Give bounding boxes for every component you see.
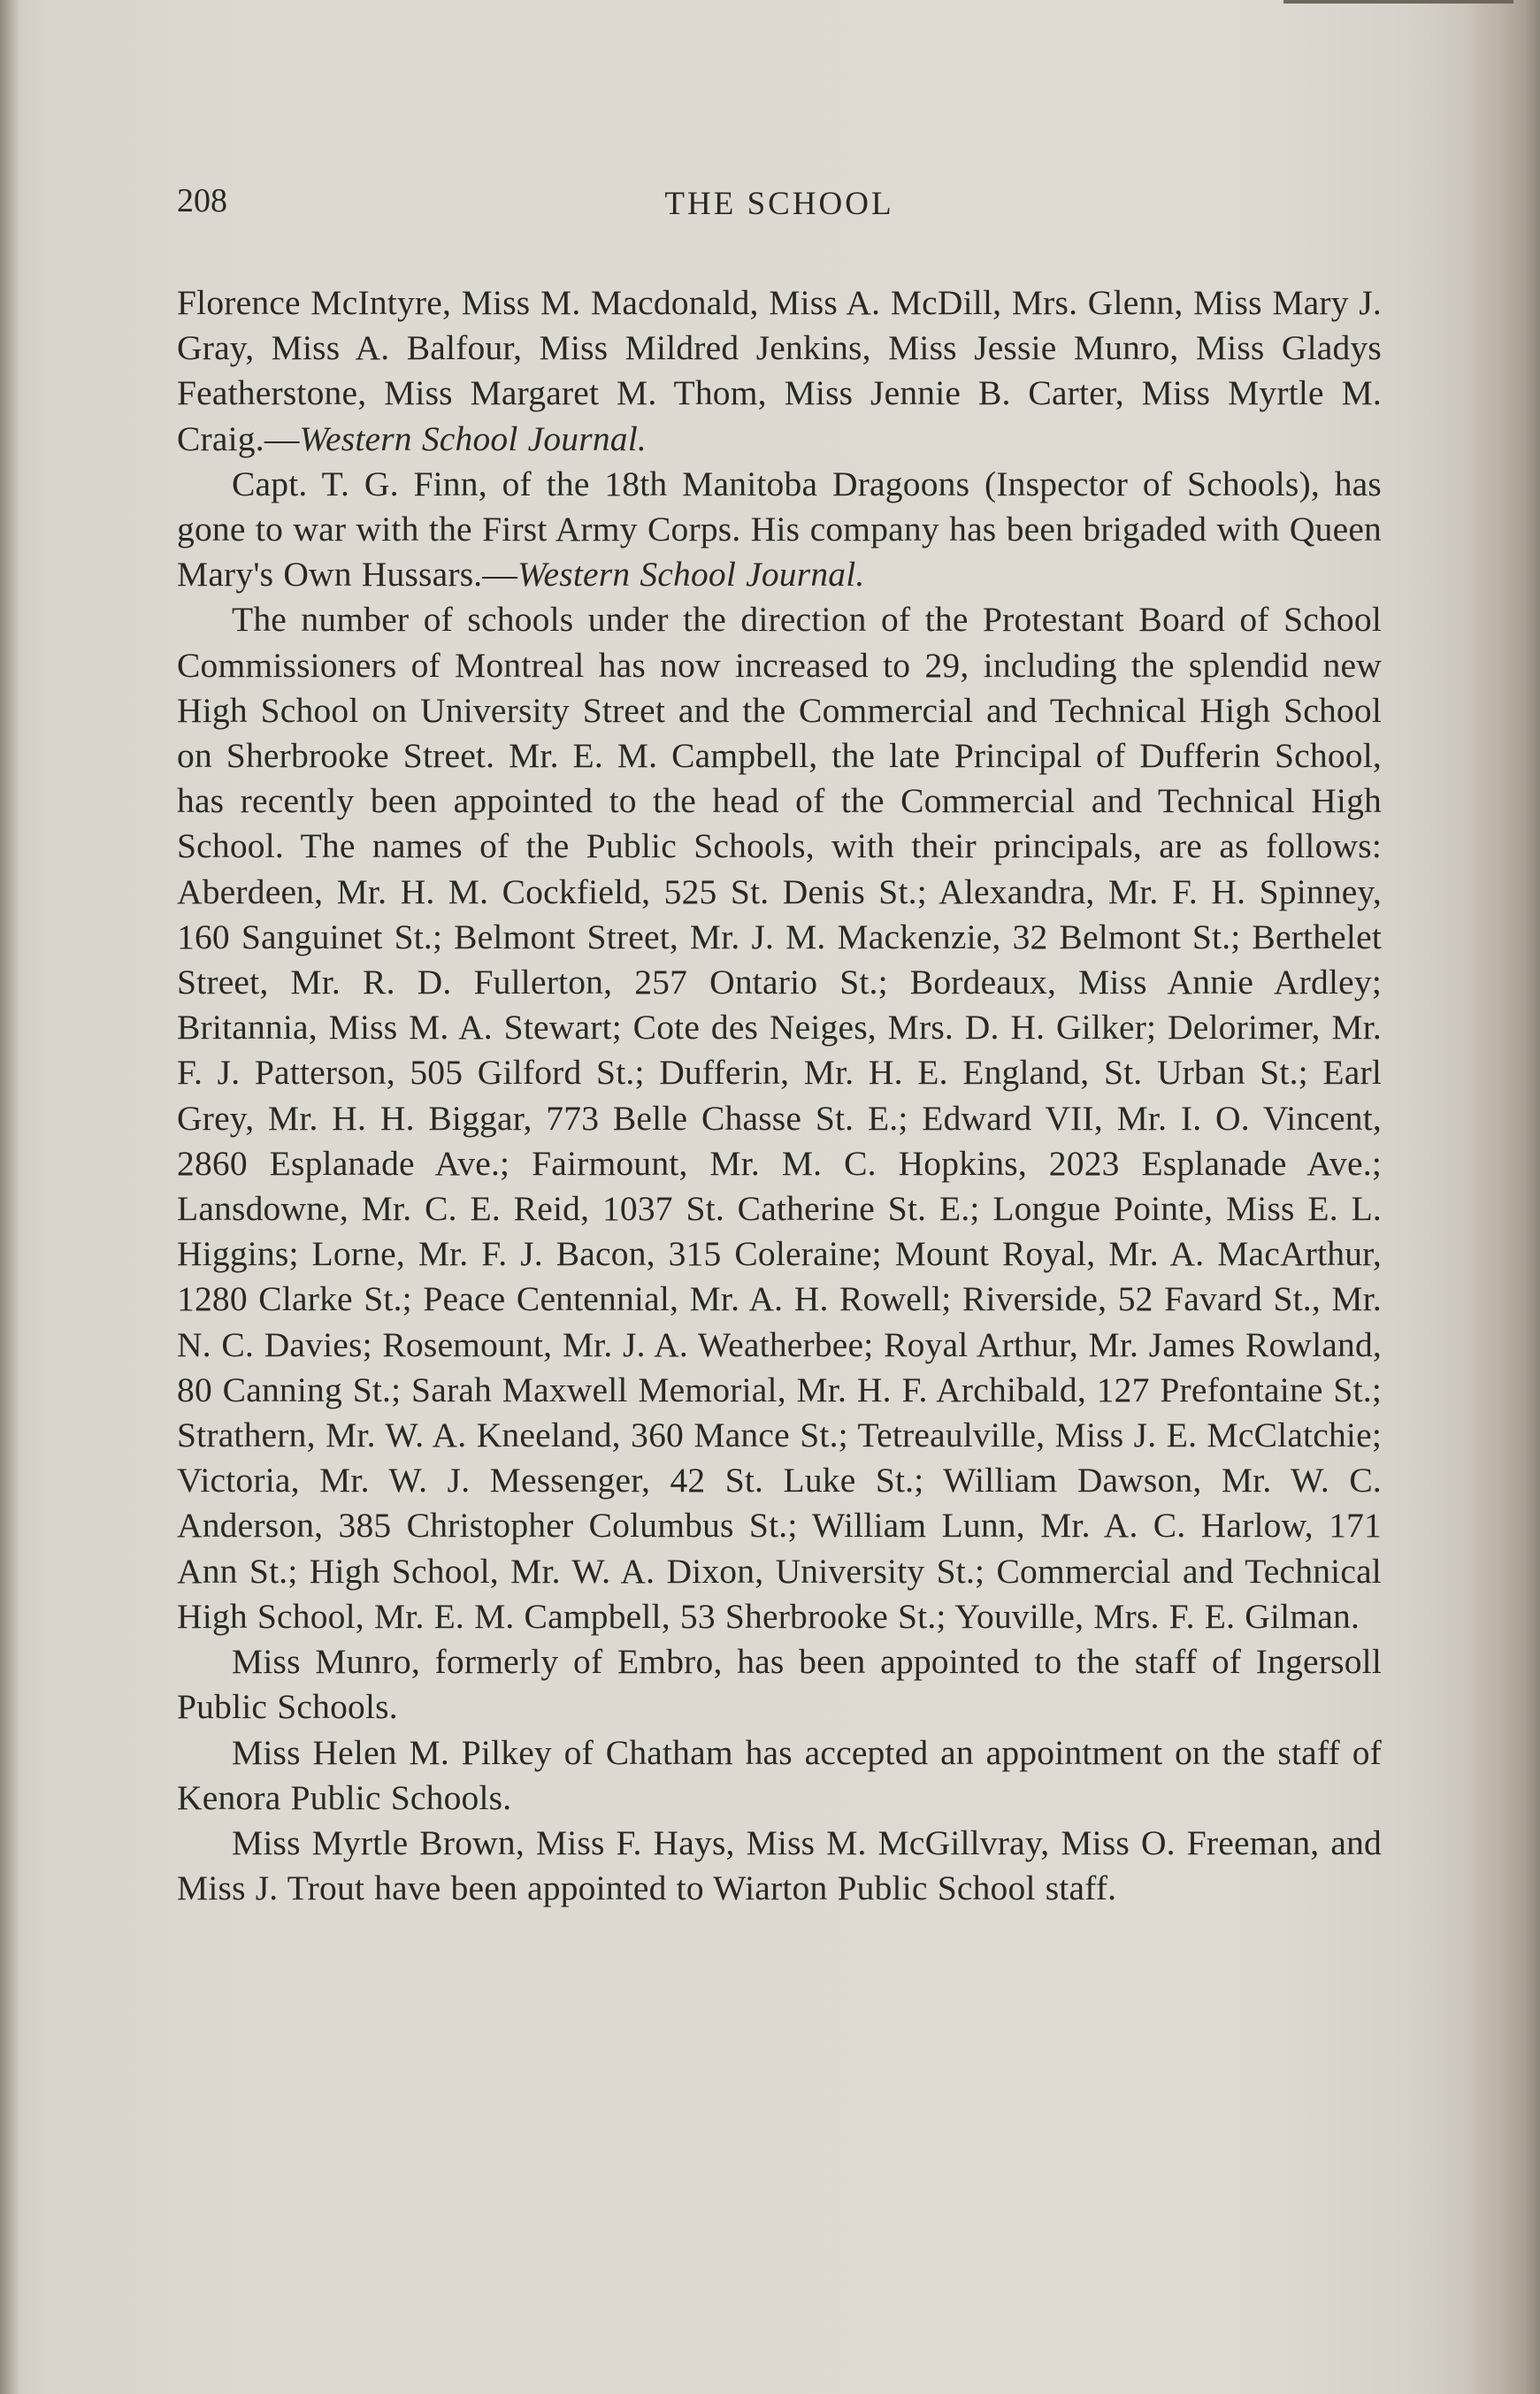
paragraph-staff-list <box>177 280 1382 462</box>
paragraph-montreal-schools <box>177 597 1382 1639</box>
paragraph-wiarton-staff <box>177 1821 1382 1911</box>
running-title: THE SCHOOL <box>664 186 894 222</box>
paragraph-capt-finn <box>177 462 1382 598</box>
paragraph-text: Capt. T. G. Finn, of the 18th Manitoba Dragoons (Inspector of Schools), has gone to war with the First Army Corps. His company has been brigaded with Queen Mary's Own Hussars.— <box>177 464 1382 595</box>
paragraph-text: Florence McIntyre, Miss M. Macdonald, Miss A. McDill, Mrs. Glenn, Miss Mary J. Gray, Miss A. Balfour, Miss Mildred Jenkins, Miss Jessie Munro, Miss Gladys Featherstone, Miss Margaret M. Thom, Miss Jennie B. Carter, Miss Myrtle M. Craig.— <box>177 283 1382 458</box>
paragraph-text: Miss Munro, formerly of Embro, has been appointed to the staff of Ingersoll Public Schools. <box>177 1642 1382 1727</box>
paragraph-text: Miss Myrtle Brown, Miss F. Hays, Miss M. McGillvray, Miss O. Freeman, and Miss J. Trout have been appointed to Wiarton Public School staff. <box>177 1822 1382 1908</box>
paragraph-text: The number of schools under the direction of the Protestant Board of School Commissioners of Montreal has now increased to 29, including the splendid new High School on University Street and the Commercial and Technical High School on Sherbrooke Street. Mr. E. M. Campbell, the late Principal of Dufferin School, has recently been appointed to the head of the Commercial and Technical High School. The names of the Public Schools, with their principals, are as follows: Aberdeen, Mr. H. M. Cockfield, 525 St. Denis St.; Alexandra, Mr. F. H. Spinney, 160 Sanguinet St.; Belmont Street, Mr. J. M. Mackenzie, 32 Belmont St.; Berthelet Street, Mr. R. D. Fullerton, 257 Ontario St.; Bordeaux, Miss Annie Ardley; Britannia, Miss M. A. Stewart; Cote des Neiges, Mrs. D. H. Gilker; Delorimer, Mr. F. J. Patterson, 505 Gilford St.; Dufferin, Mr. H. E. England, St. Urban St.; Earl Grey, Mr. H. H. Biggar, 773 Belle Chasse St. E.; Edward VII, Mr. I. O. Vincent, 2860 Esplanade Ave.; Fairmount, Mr. M. C. Hopkins, 2023 Esplanade Ave.; Lansdowne, Mr. C. E. Reid, 1037 St. Catherine St. E.; Longue Pointe, Miss E. L. Higgins; Lorne, Mr. F. J. Bacon, 315 Coleraine; Mount Royal, Mr. A. MacArthur, 1280 Clarke St.; Peace Centennial, Mr. A. H. Rowell; Riverside, 52 Favard St., Mr. N. C. Davies; Rosemount, Mr. J. A. Weatherbee; Royal Arthur, Mr. James Rowland, 80 Canning St.; Sarah Maxwell Memorial, Mr. H. F. Archibald, 127 Prefontaine St.; Strathern, Mr. W. A. Kneeland, 360 Mance St.; Tetreaulville, Miss J. E. McClatchie; Victoria, Mr. W. J. Messenger, 42 St. Luke St.; William Dawson, Mr. W. C. Anderson, 385 Christopher Columbus St.; William Lunn, Mr. A. C. Harlow, 171 Ann St.; High School, Mr. W. A. Dixon, University St.; Commercial and Technical High School, Mr. E. M. Campbell, 53 Sherbrooke St.; Youville, Mrs. F. E. Gilman. <box>177 600 1382 1636</box>
binding-shadow <box>0 0 19 2394</box>
page-number: 208 <box>177 182 227 219</box>
page-edge <box>1469 0 1540 2394</box>
top-edge-rule <box>1283 0 1513 4</box>
paragraph-miss-munro <box>177 1639 1382 1730</box>
source-citation: Western School Journal. <box>517 555 865 595</box>
running-head <box>177 181 1382 234</box>
paragraph-text: Miss Helen M. Pilkey of Chatham has accepted an appointment on the staff of Kenora Public Schools. <box>177 1732 1382 1817</box>
source-citation: Western School Journal. <box>299 418 647 458</box>
paragraph-miss-pilkey <box>177 1730 1382 1821</box>
article-body <box>177 280 1382 1911</box>
page-content <box>177 181 1382 1911</box>
